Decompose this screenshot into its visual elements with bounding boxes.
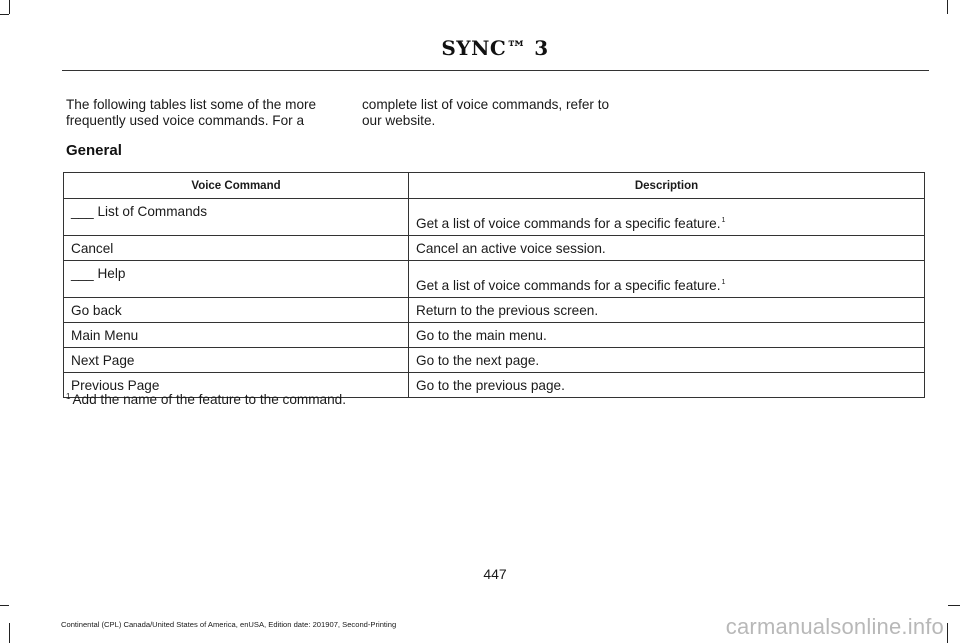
table-row [64, 323, 925, 348]
command-cell: Previous Page [64, 373, 409, 398]
crop-mark-bottom-right [947, 623, 948, 643]
watermark: carmanualsonline.info [725, 614, 944, 639]
table-row [64, 236, 925, 261]
description-text: Get a list of voice commands for a specific feature. [416, 278, 721, 293]
description-cell: Return to the previous screen. [409, 298, 925, 323]
footnote-marker: 1 [66, 392, 71, 401]
footnote-reference: 1 [721, 217, 726, 224]
crop-mark-top-left-horizontal [0, 14, 9, 15]
crop-mark-top-right [947, 0, 948, 14]
command-cell: ___ List of Commands [64, 199, 409, 236]
description-cell: Cancel an active voice session. [409, 236, 925, 261]
description-cell: Go to the previous page. [409, 373, 925, 398]
section-heading: General [66, 142, 122, 159]
intro-paragraph-right: complete list of voice commands, refer to our website. [362, 97, 610, 128]
header-divider [62, 70, 929, 71]
description-cell: Go to the next page. [409, 348, 925, 373]
page-number: 447 [483, 566, 507, 582]
command-cell: Next Page [64, 348, 409, 373]
table-row [64, 199, 925, 236]
command-cell: Go back [64, 298, 409, 323]
crop-mark-bottom-left-horizontal [0, 605, 9, 606]
crop-mark-bottom-left [9, 623, 10, 643]
table-row [64, 261, 925, 298]
table-footnote [66, 392, 346, 407]
table-header-row [64, 173, 925, 199]
description-cell: Go to the main menu. [409, 323, 925, 348]
voice-commands-table [63, 172, 925, 398]
table-row [64, 298, 925, 323]
description-cell [409, 261, 925, 298]
command-cell: Main Menu [64, 323, 409, 348]
edition-info: Continental (CPL) Canada/United States of America, enUSA, Edition date: 201907, Second-Printing [61, 620, 397, 629]
crop-mark-bottom-right-horizontal [948, 605, 960, 606]
page-header-title: SYNC™ 3 [441, 36, 549, 60]
column-header-voice-command: Voice Command [64, 173, 409, 199]
table-row [64, 348, 925, 373]
command-cell: ___ Help [64, 261, 409, 298]
crop-mark-top-left [9, 0, 10, 14]
footnote-text: Add the name of the feature to the command. [72, 392, 347, 407]
footnote-reference: 1 [721, 279, 726, 286]
column-header-description: Description [409, 173, 925, 199]
description-cell [409, 199, 925, 236]
intro-paragraph-left: The following tables list some of the more frequently used voice commands. For a [66, 97, 317, 128]
command-cell: Cancel [64, 236, 409, 261]
description-text: Get a list of voice commands for a specific feature. [416, 216, 721, 231]
